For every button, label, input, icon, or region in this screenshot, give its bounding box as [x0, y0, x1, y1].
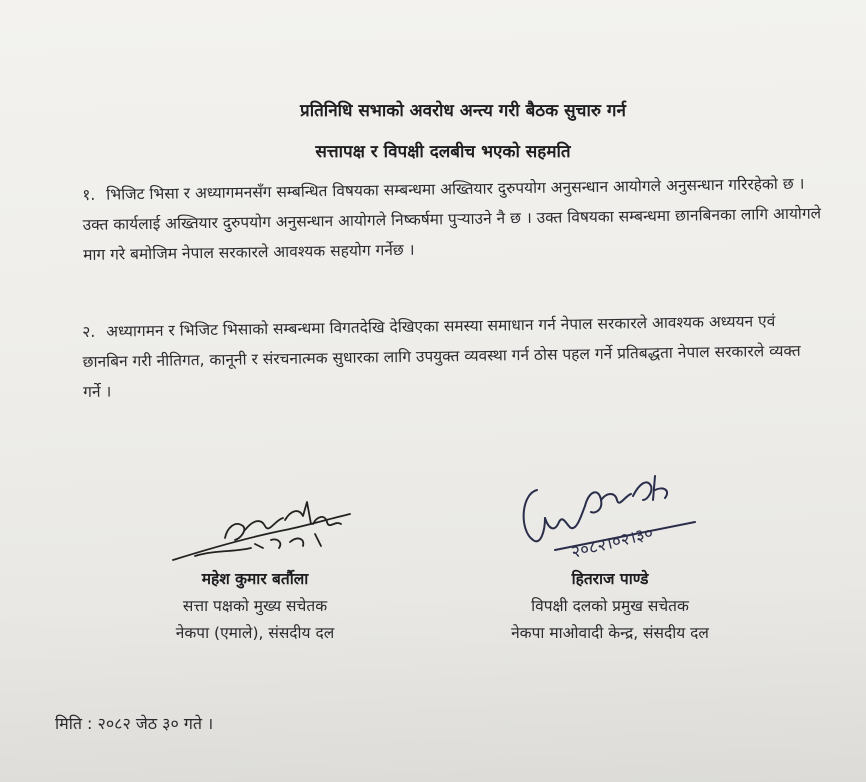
- point-text: भिजिट भिसा र अध्यागमनसँग सम्बन्धित विषयका सम्बन्धमा अख्तियार दुरुपयोग अनुसन्धान आयोगले अनुसन्धान गरिरहेको छ । उक्त कार्यलाई अख्तियार दुरुपयोग अनुसन्धान आयोगले निष्कर्षमा पुऱ्याउने नै छ । उक्त विषयका सम्बन्धमा छानबिनका लागि आयोगले माग गरे बमोजिम नेपाल सरकारले आवश्यक सहयोग गर्नेछ ।: [82, 174, 822, 264]
- document-subtitle: सत्तापक्ष र विपक्षी दलबीच भएको सहमति: [315, 142, 571, 162]
- signatory-title: विपक्षी दलको प्रमुख सचेतक: [531, 597, 689, 615]
- point-number: १.: [82, 185, 96, 204]
- signature-date: २०८२।०२।३०: [569, 523, 656, 563]
- agreement-point-1: [82, 168, 823, 270]
- point-number: २.: [82, 322, 96, 341]
- agreement-point-2: [82, 305, 823, 407]
- signatory-name: हितराज पाण्डे: [571, 570, 649, 588]
- signatory-party: नेकपा (एमाले), संसदीय दल: [175, 624, 335, 642]
- signatory-left: [120, 566, 390, 647]
- document-date: मिति : २०८२ जेठ ३० गते ।: [55, 714, 214, 733]
- document-title: प्रतिनिधि सभाको अवरोध अन्त्य गरी बैठक सुचारु गर्न: [300, 101, 626, 121]
- signature-right: [515, 470, 705, 570]
- signatory-name: महेश कुमार बर्तौला: [201, 570, 309, 588]
- point-text: अध्यागमन र भिजिट भिसाको सम्बन्धमा विगतदेखि देखिएका समस्या समाधान गर्न नेपाल सरकारले आवश्यक अध्ययन एवं छानबिन गरी नीतिगत, कानूनी र संरचनात्मक सुधारका लागि उपयुक्त व्यवस्था गर्न ठोस पहल गर्ने प्रतिबद्धता नेपाल सरकारले व्यक्त गर्ने ।: [82, 312, 801, 401]
- signatory-title: सत्ता पक्षको मुख्य सचेतक: [182, 597, 328, 615]
- signature-left: [165, 490, 365, 570]
- signatory-party: नेकपा माओवादी केन्द्र, संसदीय दल: [511, 624, 709, 642]
- signatory-right: [460, 566, 760, 647]
